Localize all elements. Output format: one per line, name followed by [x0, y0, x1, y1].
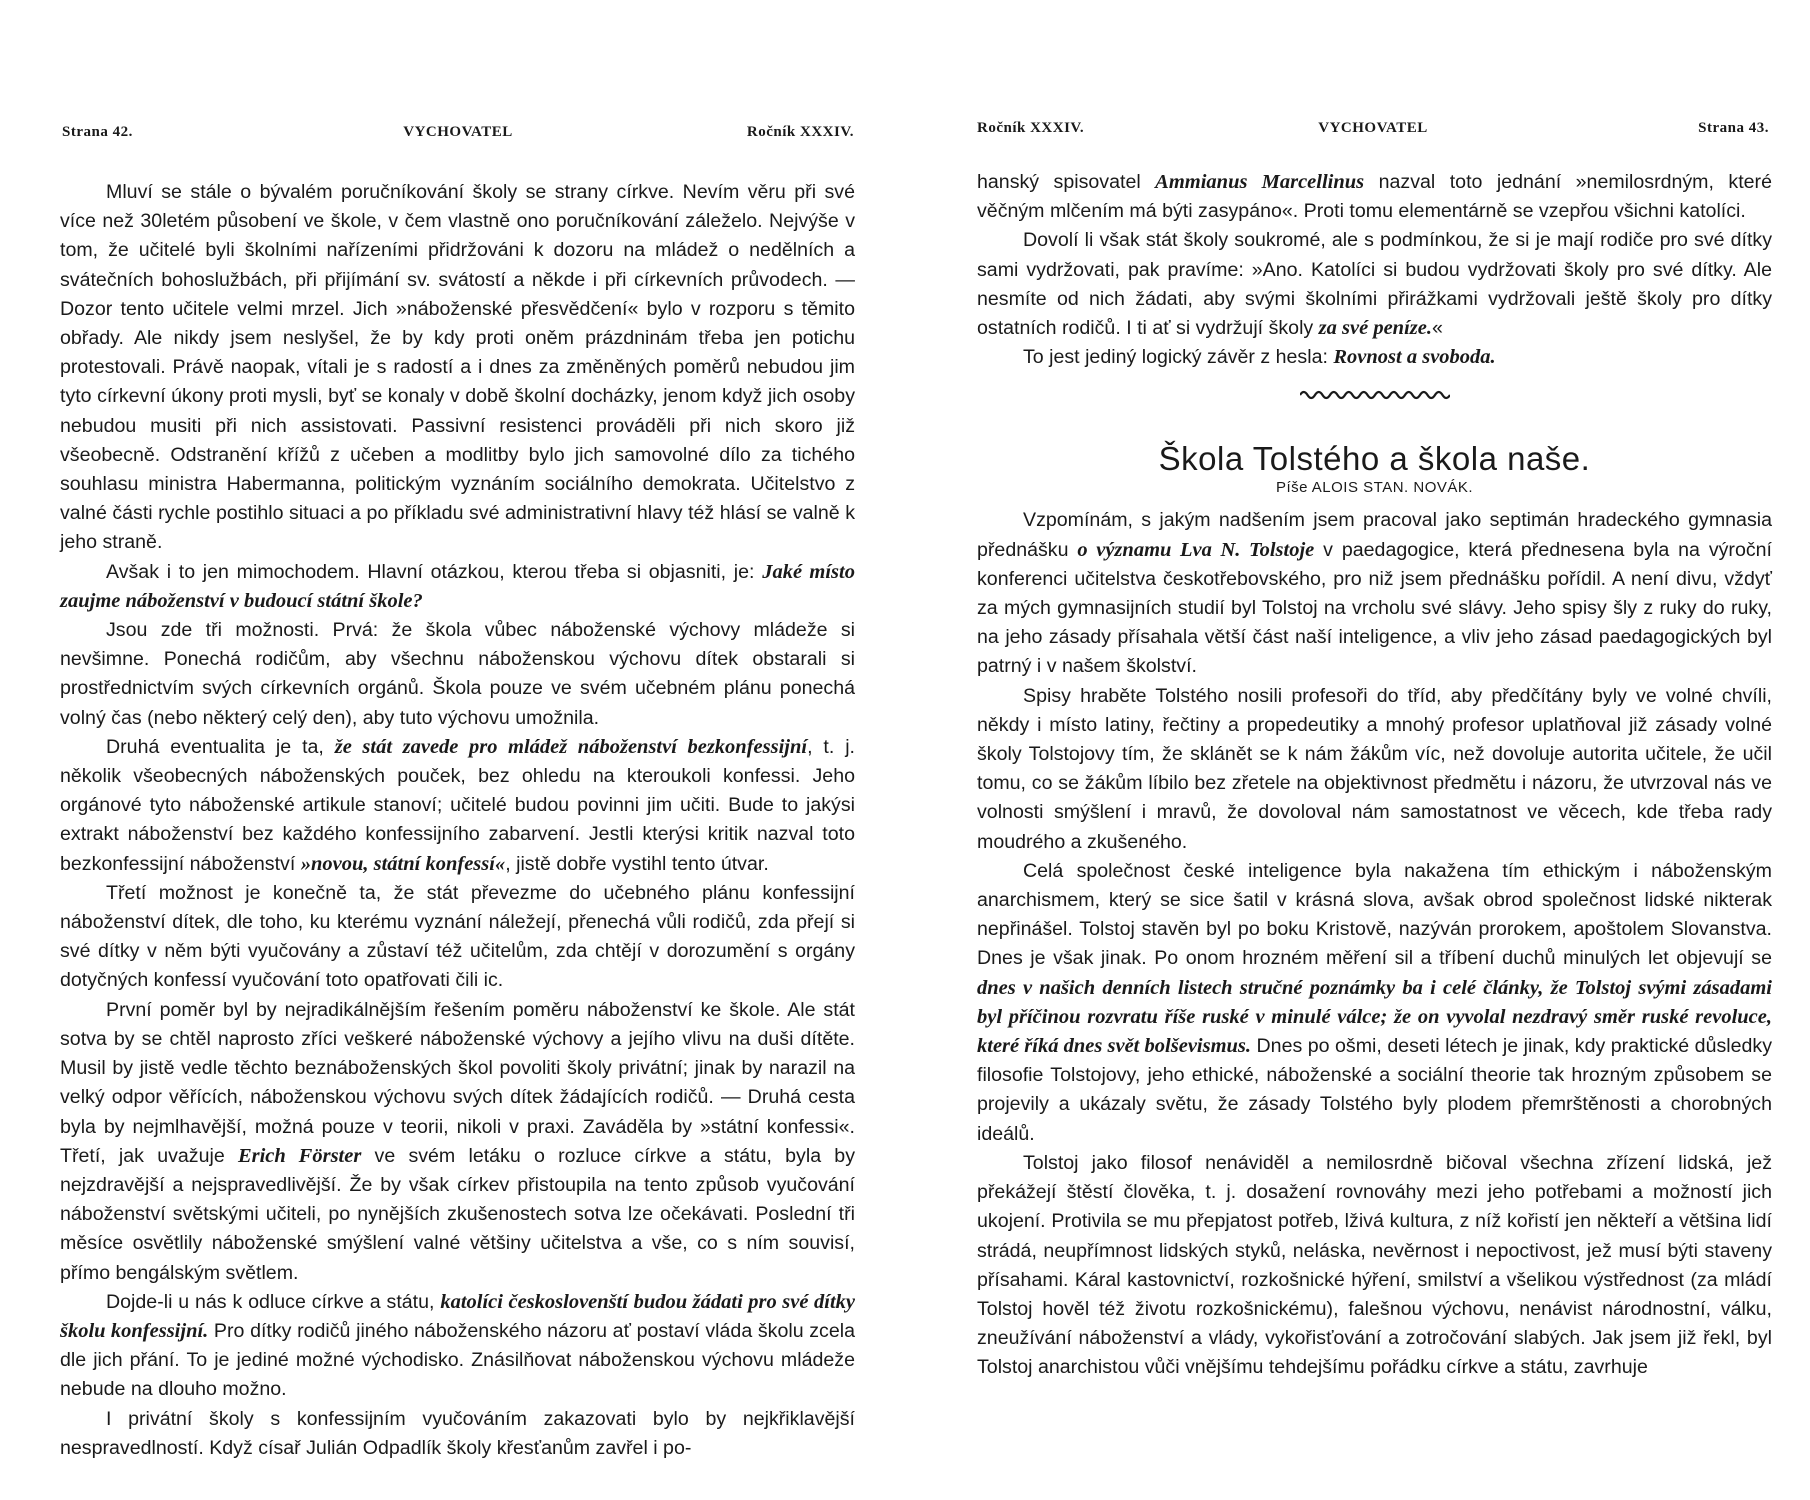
left-volume: Ročník XXXIV. — [746, 124, 854, 140]
text-run: Dojde-li u nás k odluce církve a státu, — [106, 1290, 441, 1313]
emphasis-text: za své peníze. — [1318, 317, 1432, 340]
emphasis-text: katolíci českoslovenští budou žádati pro své dítky školu konfessijní. — [60, 1290, 855, 1342]
emphasis-text: dnes v našich denních listech stručné poznámky ba i celé články, že Tolstoj svými zásadami byl příčinou rozvratu říše ruské v minulé válce; že on vyvolal nezdravý směr ruské revoluce, které říká dnes svět bolševismus. — [977, 976, 1772, 1058]
right-volume: Ročník XXXIV. — [977, 120, 1085, 136]
left-journal-title: VYCHOVATEL — [403, 124, 513, 140]
text-run: Celá společnost české inteligence byla nakažena tím ethickým i náboženským anarchismem, který se sice šatil v krásná slova, avšak obrod společnost lidské nikterak nepřinášel. Tolstoj stavěn byl po boku Kristově, nazýván prorokem, apoštolem Slovanstva. Dnes je však jinak. Po onom hrozném měření sil a tříbení duchů minulých let objevují se — [977, 859, 1772, 970]
paragraph — [60, 879, 855, 996]
paragraph — [977, 1149, 1772, 1383]
text-run: Jsou zde tři možnosti. Prvá: že škola vůbec náboženské výchovy mládeže si nevšimne. Ponechá rodičům, aby všechnu náboženskou výchovu dítek obstarali si prostřednictvím svých církevních orgánů. Škola pouze ve svém učebném plánu ponechá volný čas (nebo některý celý den), aby tuto výchovu umožnila. — [60, 619, 855, 729]
paragraph — [60, 616, 855, 733]
text-run: , jistě dobře vystihl tento útvar. — [505, 852, 769, 875]
paragraph — [977, 857, 1772, 1149]
previous-article-end — [977, 168, 1772, 372]
paragraph — [60, 178, 855, 558]
text-run: Dnes po ošmi, deseti létech je jinak, kdy praktické důsledky filosofie Tolstojovy, jeho ethické, náboženské a sociální theorie tak hrozným způsobem se projevily a ukázaly světu, že zásady Tolstého byly plodem přemrštěnosti a chorobných ideálů. — [977, 1035, 1773, 1145]
emphasis-text: Erich Förster — [237, 1144, 362, 1167]
text-run: Spisy hraběte Tolstého nosili profesoři do tříd, aby předčítány byly ve volné chvíli, někdy i místo latiny, řečtiny a propedeutiky a mnohý profesor uplatňoval již zásady volné školy Tolstojovy tím, že sklánět se k nám žákům víc, než dovoluje autorita učitele, že učil tomu, co se žákům líbilo bez zřetele na objektivnost předmětu i názoru, že utvrzoval nás ve volnosti smýšlení i mravů, že dovoloval nám samostatnost ve věcech, kde třeba rady moudrého a zkušeného. — [977, 684, 1772, 853]
emphasis-text: Rovnost a svoboda. — [1333, 346, 1496, 369]
section-divider-ornament — [977, 382, 1772, 412]
text-run: Tolstoj jako filosof nenáviděl a nemilosrdně bičoval všechna zřízení lidská, jež překážejí štěstí člověka, t. j. dosažení rovnováhy mezi jeho potřebami a možností jich ukojení. Protivila se mu přepjatost potřeb, lživá kultura, z níž kořistí jen někteří a většina lidí strádá, neupřímnost lidských styků, neláska, nevěrnost i nepoctivost, jež musí býti staveny přísahami. Káral kastovnictví, rozkošnické hýření, smilství a všelikou výstřednost (za mládí Tolstoj hověl též životu rozkošnickému), falešnou výchovu, nenávist národnostní, válku, zneužívání náboženství a vlády, vykořisťování a zotročování slabých. Jak jsem již řekl, byl Tolstoj anarchistou vůči vnějšímu tehdejšímu pořádku církve a státu, zavrhuje — [977, 1151, 1772, 1379]
left-body-text — [60, 178, 855, 1463]
text-run: hanský spisovatel — [977, 171, 1156, 193]
right-page — [905, 0, 1810, 1500]
text-run: I privátní školy s konfessijním vyučováním zakazovati bylo by nejkřiklavější nespravedlností. Když císař Julián Odpadlík školy křesťanům zavřel i po- — [60, 1407, 855, 1459]
text-run: v paedagogice, která přednesena byla na výroční konferenci učitelstva českotřebovského, pro niž jsem přednášku pořídil. A není divu, vždyť za mých gymnasijních studií byl Tolstoj na vrcholu své slávy. Jeho spisy šly z ruky do ruky, na jeho zásady přísahala větší část naší inteligence, a vliv jeho zásad paedagogických byl patrný i v našem školství. — [977, 538, 1772, 678]
emphasis-text: Jaké místo zaujme náboženství v budoucí státní škole? — [60, 560, 855, 612]
paragraph — [977, 226, 1772, 343]
article-byline: Píše ALOIS STAN. NOVÁK. — [1275, 479, 1474, 497]
text-run: Pro dítky rodičů jiného náboženského názoru ať postaví vláda školu zcela dle jich přání. To je jediné možné východisko. Znásilňovat náboženskou výchovu mládeže nebude na dlouho možno. — [60, 1319, 855, 1401]
paragraph — [60, 996, 855, 1288]
emphasis-text: že stát zavede pro mládež náboženství bezkonfessijní — [334, 735, 808, 758]
right-body-text — [977, 168, 1772, 1383]
emphasis-text: Ammianus Marcellinus — [1155, 171, 1365, 193]
text-run: « — [1431, 317, 1443, 340]
emphasis-text: o významu Lva N. Tolstoje — [1077, 538, 1315, 561]
text-run: Avšak i to jen mimochodem. Hlavní otázkou, kterou třeba si objasniti, je: — [106, 560, 763, 583]
paragraph — [60, 558, 855, 616]
text-run: První poměr byl by nejradikálnějším řešením poměru náboženství ke škole. Ale stát sotva by se chtěl naprosto zříci veškeré náboženské výchovy a jejího vlivu na duši dítěte. Musil by jistě vedle těchto beznáboženských škol povoliti školy privátní; jinak by narazil na velký odpor věřících, náboženskou výchovu svých dítek žádajících rodičů. — Druhá cesta byla by nejmlhavější, možná pouze v teorii, nikoli v praxi. Zaváděla by »státní konfessi«. Třetí, jak uvažuje — [60, 998, 855, 1167]
text-run: Dovolí li však stát školy soukromé, ale s podmínkou, že si je mají rodiče pro své dítky sami vydržovati, pak pravíme: »Ano. Katolíci si budou vydržovati školy pro své dítky. Ale nesmíte od nich žádati, aby svými školními přirážkami vydržovali ještě školy pro dítky ostatních rodičů. I ti ať si vydržují školy — [977, 229, 1772, 340]
paragraph — [977, 506, 1772, 681]
article-body — [977, 506, 1772, 1382]
text-run: Třetí možnost je konečně ta, že stát převezme do učebného plánu konfessijní náboženství dítek, dle toho, ku kterému vyznání náležejí, přenechá vůli rodičů, zda přejí si své dítky v něm býti vyučovány a zůstaví též učitelům, zda chtějí v dorozumění s orgány dotyčných konfessí vyučování toto opatřovati čili ic. — [60, 881, 855, 992]
text-run: Mluví se stále o bývalém poručníkování školy se strany církve. Nevím věru při své více než 30letém působení ve škole, v čem vlastně ono poručníkování záleželo. Nejvýše v tom, že učitelé byli školními nařízeními přidržováni k dozoru na mládež o nedělních a svátečních bohoslužbách, při přijímání sv. svátostí a někde i při církevních průvodech. — Dozor tento učitele velmi mrzel. Jich »náboženské přesvědčení« bylo v rozporu s těmito obřady. Ale nikdy jsem neslyšel, že by kdy proti oněm prázdninám třeba jen potichu protestovali. Právě naopak, vítali je s radostí a i dnes za změněných poměrů nebudou jim tyto církevní úkony proti mysli, byť se konaly v době školní docházky, jenom když jich osoby nebudou musiti při nich assistovati. Passivní resistenci prováděli při nich skoro již všeobecně. Odstranění křížů z učeben a modlitby bylo jich samovolné dílo za tichého souhlasu ministra Habermanna, politickým vyznáním sociálního demokrata. Učitelstvo z valné části rychle postihlo situaci a po příkladu své administrativní hlavy též hlásí se valně k jeho straně. — [60, 181, 855, 554]
right-page-number: Strana 43. — [1698, 120, 1769, 136]
paragraph — [977, 682, 1772, 857]
wavy-rule-icon — [1300, 388, 1450, 402]
left-running-head — [62, 124, 854, 148]
text-run: Druhá eventualita je ta, — [106, 735, 335, 758]
text-run: To jest jediný logický závěr z hesla: — [1023, 346, 1334, 369]
paragraph — [60, 733, 855, 879]
text-run: nazval toto jednání »nemilosrdným, které věčným mlčením má býti zasypáno«. Proti tomu elementárně se vzepřou všichni katolíci. — [977, 171, 1772, 223]
right-journal-title: VYCHOVATEL — [1318, 120, 1428, 136]
left-page-number: Strana 42. — [62, 124, 133, 140]
emphasis-text: »novou, státní konfessí« — [300, 852, 506, 875]
paragraph — [60, 1288, 855, 1405]
text-run: , t. j. několik všeobecných náboženských pouček, bez ohledu na kteroukoli konfessi. Jeho orgánové tyto náboženské artikule stanoví; učitelé budou povinni jim učiti. Bude to jakýsi extrakt náboženství bez každého konfessijního zabarvení. Jestli kterýsi kritik nazval toto bezkonfessijní náboženství — [60, 735, 855, 875]
article-title: Škola Tolstého a škola naše. — [1158, 440, 1591, 478]
paragraph — [60, 1405, 855, 1463]
paragraph — [977, 343, 1772, 372]
text-run: ve svém letáku o rozluce církve a státu, byla by nejzdravější a nejspravedlivější. Že by však církev přistoupila na tento způsob vyučování náboženství světskými učiteli, po nynějších zkušenostech sotva lze očekávati. Poslední tři měsíce osvětlily náboženské smýšlení valné většiny učitelstva a vše, co s ním souvisí, přímo bengálským světlem. — [60, 1144, 855, 1284]
paragraph — [977, 168, 1772, 226]
text-run: Vzpomínám, s jakým nadšením jsem pracoval jako septimán hradeckého gymnasia přednášku — [977, 509, 1772, 561]
right-running-head — [977, 120, 1769, 144]
